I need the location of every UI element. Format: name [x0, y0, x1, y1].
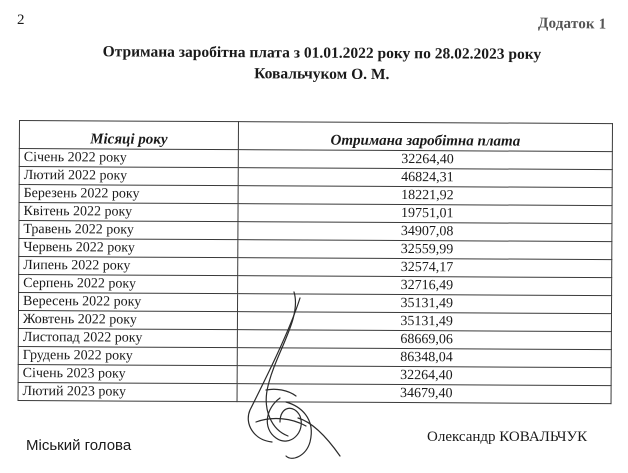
salary-amount-cell: 35131,49 — [237, 312, 611, 332]
table-row — [19, 149, 612, 170]
month-cell: Жовтень 2022 року — [18, 311, 237, 330]
month-cell: Листопад 2022 року — [18, 328, 237, 347]
month-cell: Червень 2022 року — [19, 239, 238, 258]
month-cell: Лютий 2022 року — [19, 167, 238, 186]
month-cell: Січень 2022 року — [19, 149, 238, 168]
salary-amount-cell: 32264,40 — [238, 150, 612, 170]
salary-amount-cell: 18221,92 — [238, 186, 612, 206]
month-cell: Липень 2022 року — [19, 257, 238, 276]
table-row — [19, 221, 612, 242]
table-header-row — [19, 121, 612, 152]
month-cell: Березень 2022 року — [19, 185, 238, 204]
salary-amount-cell: 35131,49 — [237, 294, 611, 314]
title-line-1: Отримана заробітна плата з 01.01.2022 року по 28.02.2023 року — [102, 43, 542, 63]
month-cell: Січень 2023 року — [18, 364, 237, 383]
handwritten-signature — [236, 290, 346, 465]
table-row — [19, 239, 612, 260]
salary-amount-cell: 34907,08 — [238, 222, 612, 242]
appendix-label: Додаток 1 — [537, 15, 607, 33]
month-cell: Грудень 2022 року — [18, 346, 237, 365]
salary-amount-cell: 19751,01 — [238, 204, 612, 224]
salary-amount-cell: 46824,31 — [238, 168, 612, 188]
salary-amount-cell: 86348,04 — [237, 348, 611, 368]
title-line-2: Ковальчуком О. М. — [254, 65, 390, 84]
table-row — [19, 167, 612, 188]
month-cell: Травень 2022 року — [19, 221, 238, 240]
month-cell: Лютий 2023 року — [18, 382, 237, 401]
table-row — [19, 203, 612, 224]
document-title — [52, 41, 592, 86]
salary-amount-cell: 34679,40 — [237, 384, 611, 404]
month-cell: Вересень 2022 року — [19, 293, 238, 312]
salary-amount-cell: 68669,06 — [237, 330, 611, 350]
header-salary: Отримана заробітна плата — [238, 122, 612, 152]
table-row — [19, 185, 612, 206]
page-number: 2 — [17, 12, 25, 28]
month-cell: Серпень 2022 року — [19, 275, 238, 294]
header-months: Місяці року — [19, 121, 238, 150]
table-row — [19, 257, 612, 278]
signer-position: Міський голова — [26, 437, 132, 454]
month-cell: Квітень 2022 року — [19, 203, 238, 222]
signer-name: Олександр КОВАЛЬЧУК — [427, 429, 588, 445]
salary-amount-cell: 32574,17 — [238, 258, 612, 278]
salary-amount-cell: 32559,99 — [238, 240, 612, 260]
salary-amount-cell: 32264,40 — [237, 366, 611, 386]
salary-amount-cell: 32716,49 — [238, 276, 612, 296]
